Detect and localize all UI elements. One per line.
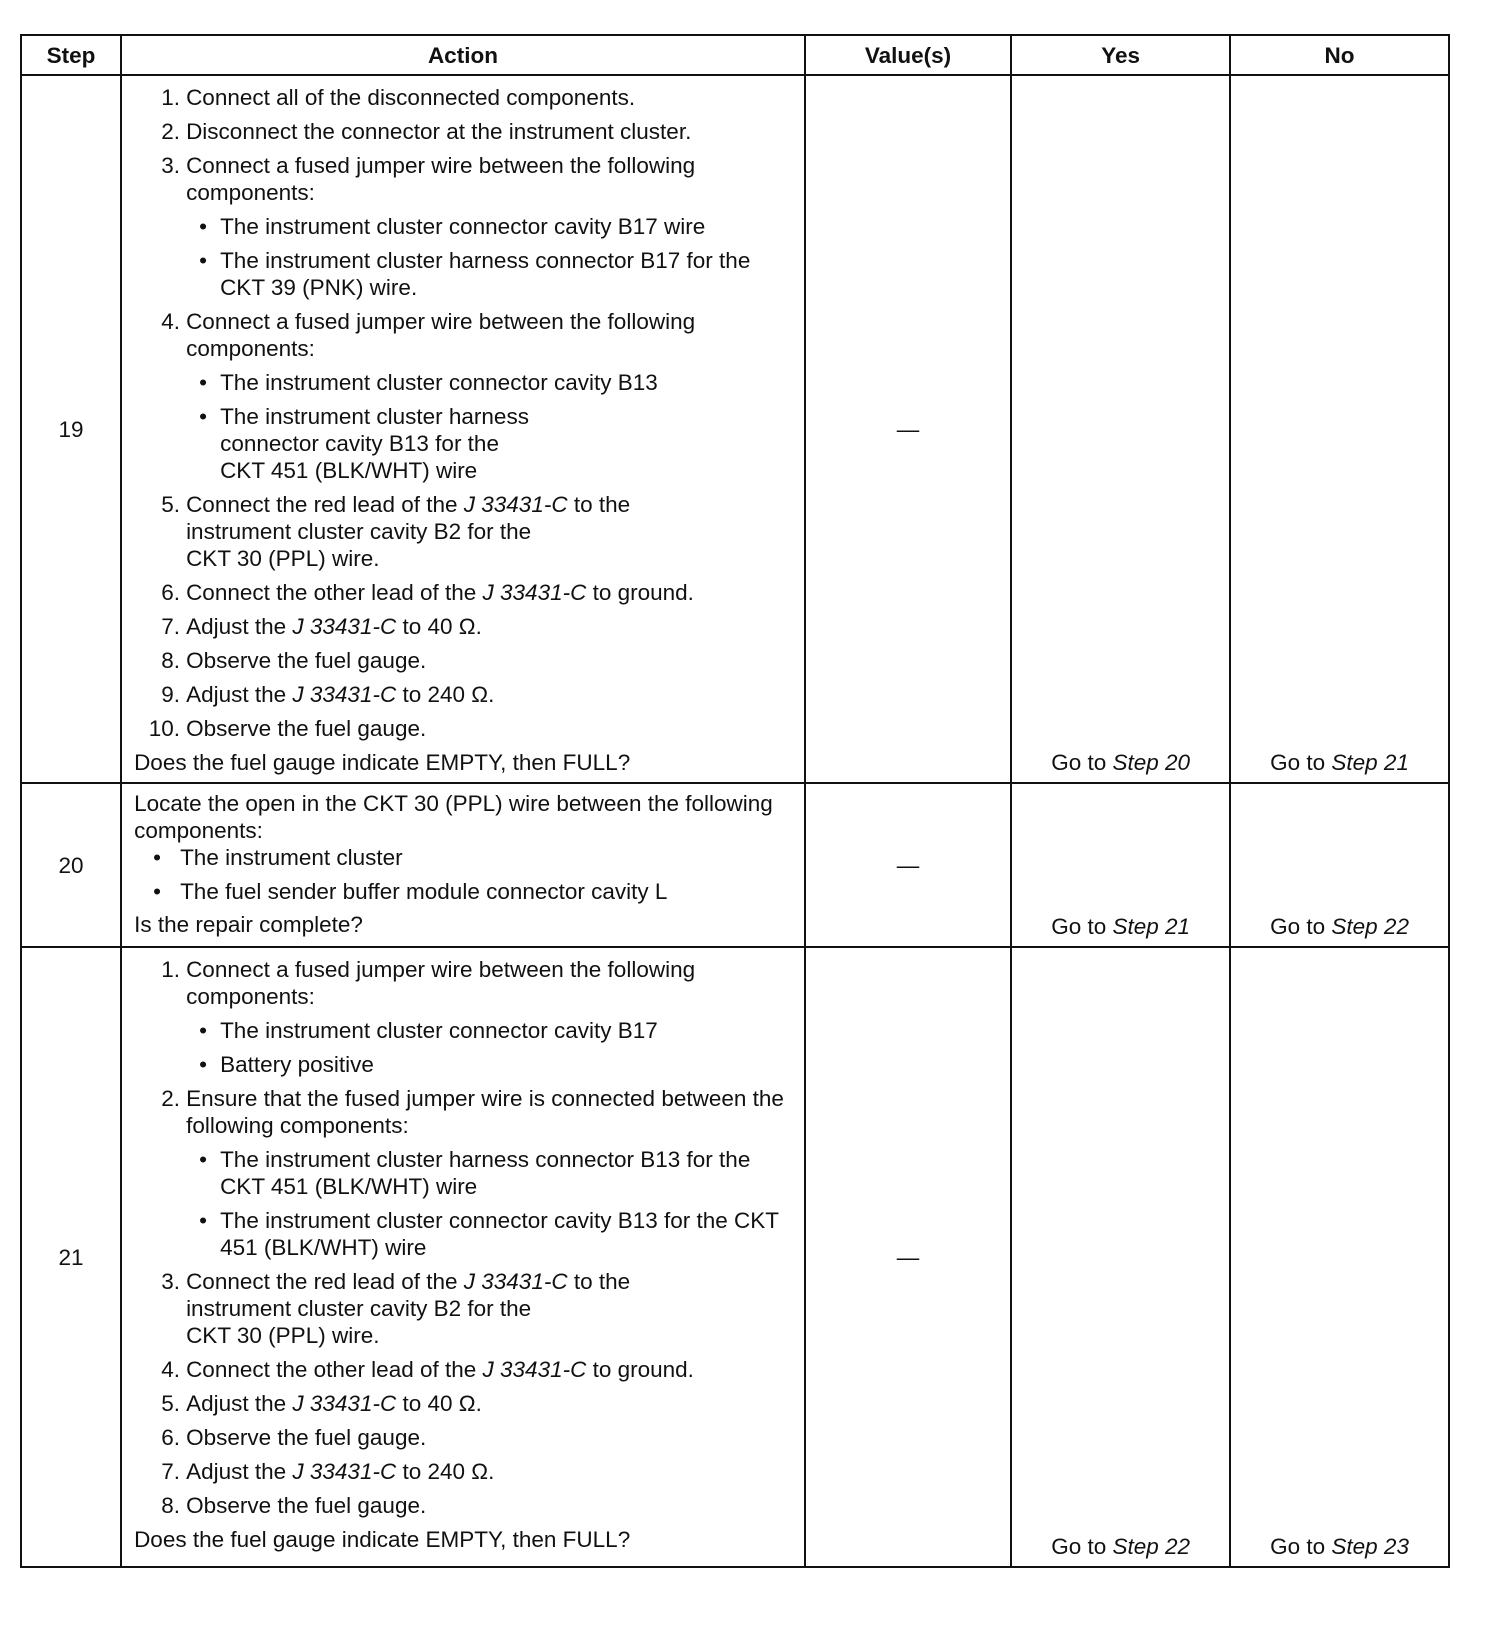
bullet-item: • The instrument cluster connector cavity B13 <box>199 370 658 395</box>
item-number: 5. <box>161 492 181 517</box>
yes-cell: Go to Step 22 <box>1011 947 1230 1567</box>
action-item <box>134 681 798 708</box>
tool-name: J 33431-C <box>292 614 397 639</box>
item-number: 7. <box>161 1459 181 1484</box>
action-item <box>134 308 798 484</box>
diagnostic-table <box>20 34 1450 1568</box>
bullet-item: • Battery positive <box>199 1052 374 1077</box>
bullet-item: • The instrument cluster harness connector B13 for the CKT 451 (BLK/WHT) wire <box>186 1146 798 1200</box>
item-number: 4. <box>161 309 181 334</box>
bullet-item: • The instrument cluster <box>153 845 403 870</box>
bullet-item: • The instrument cluster connector cavity B13 for the CKT 451 (BLK/WHT) wire <box>186 1207 798 1261</box>
action-list <box>134 84 798 742</box>
yes-cell: Go to Step 20 <box>1011 75 1230 783</box>
item-number: 10. <box>148 716 181 741</box>
item-number: 6. <box>161 1425 181 1450</box>
header-step: Step <box>21 35 121 75</box>
header-no: No <box>1230 35 1449 75</box>
item-text: Connect the red lead of the J 33431-C to the instrument cluster cavity B2 for the CKT 30 (PPL) wire. <box>186 1269 631 1348</box>
item-text: Connect a fused jumper wire between the following components: <box>186 309 696 361</box>
item-text: Disconnect the connector at the instrument cluster. <box>186 119 692 144</box>
header-action: Action <box>121 35 805 75</box>
bullet-text: The instrument cluster <box>180 845 403 870</box>
yes-step-link: Step 22 <box>1112 1534 1191 1559</box>
item-text: Ensure that the fused jumper wire is connected between the following components: <box>186 1086 784 1138</box>
bullet-text: The instrument cluster connector cavity B13 for the CKT 451 (BLK/WHT) wire <box>220 1208 779 1260</box>
action-item <box>134 491 798 572</box>
item-text: Observe the fuel gauge. <box>186 716 427 741</box>
item-text: Adjust the J 33431-C to 240 Ω. <box>186 1459 495 1484</box>
step-number: 19 <box>21 75 121 783</box>
bullet-text: The instrument cluster connector cavity B17 wire <box>220 214 706 239</box>
yes-cell: Go to Step 21 <box>1011 783 1230 947</box>
step-question: Does the fuel gauge indicate EMPTY, then FULL? <box>134 750 631 775</box>
bullet-text: The instrument cluster harness connector B13 for the CKT 451 (BLK/WHT) wire <box>220 1147 751 1199</box>
step-question: Is the repair complete? <box>134 912 363 937</box>
action-item <box>134 1390 798 1417</box>
action-item <box>134 1492 798 1519</box>
step-question: Does the fuel gauge indicate EMPTY, then FULL? <box>134 1527 631 1552</box>
bullet-text: The instrument cluster connector cavity B13 <box>220 370 658 395</box>
action-item <box>134 1424 798 1451</box>
tool-name: J 33431-C <box>482 580 587 605</box>
bullet-item: • The instrument cluster harness connector B17 for the CKT 39 (PNK) wire. <box>186 247 798 301</box>
action-item <box>134 118 798 145</box>
bullet-list <box>134 844 798 905</box>
item-text: Connect the red lead of the J 33431-C to the instrument cluster cavity B2 for the CKT 30 (PPL) wire. <box>186 492 631 571</box>
action-list <box>134 956 798 1519</box>
item-text: Connect a fused jumper wire between the following components: <box>186 153 696 205</box>
bullet-item: • The instrument cluster connector cavity B17 wire <box>199 214 706 239</box>
no-step-link: Step 23 <box>1331 1534 1409 1559</box>
item-text: Connect the other lead of the J 33431-C to ground. <box>186 580 694 605</box>
bullet-list <box>186 1146 798 1261</box>
tool-name: J 33431-C <box>292 682 397 707</box>
item-text: Connect a fused jumper wire between the following components: <box>186 957 696 1009</box>
action-item <box>134 84 798 111</box>
bullet-text: The fuel sender buffer module connector cavity L <box>180 879 668 904</box>
bullet-text: Battery positive <box>220 1052 374 1077</box>
item-number: 2. <box>161 1086 181 1111</box>
item-number: 8. <box>161 648 181 673</box>
action-cell <box>121 947 805 1567</box>
tool-name: J 33431-C <box>463 1269 568 1294</box>
item-text: Adjust the J 33431-C to 240 Ω. <box>186 682 495 707</box>
item-number: 2. <box>161 119 181 144</box>
table-row <box>21 947 1449 1567</box>
yes-step-link: Step 20 <box>1112 750 1191 775</box>
item-number: 5. <box>161 1391 181 1416</box>
header-row <box>21 35 1449 75</box>
action-cell <box>121 75 805 783</box>
item-number: 1. <box>161 85 181 110</box>
no-step-link: Step 21 <box>1331 750 1409 775</box>
item-number: 7. <box>161 614 181 639</box>
item-text: Observe the fuel gauge. <box>186 1493 427 1518</box>
action-item <box>134 1458 798 1485</box>
no-cell: Go to Step 21 <box>1230 75 1449 783</box>
step-intro: Locate the open in the CKT 30 (PPL) wire between the following components: <box>134 791 773 843</box>
item-text: Adjust the J 33431-C to 40 Ω. <box>186 614 482 639</box>
value-cell: — <box>805 947 1011 1567</box>
bullet-text: The instrument cluster harness connector B17 for the CKT 39 (PNK) wire. <box>220 248 751 300</box>
table-row <box>21 75 1449 783</box>
table-row <box>21 783 1449 947</box>
item-text: Connect the other lead of the J 33431-C to ground. <box>186 1357 694 1382</box>
value-cell: — <box>805 783 1011 947</box>
bullet-item: • The instrument cluster connector cavity B17 <box>199 1018 658 1043</box>
bullet-item: • The fuel sender buffer module connector cavity L <box>153 879 668 904</box>
bullet-item: • The instrument cluster harness connector cavity B13 for the CKT 451 (BLK/WHT) wire <box>199 404 529 483</box>
action-item <box>134 1085 798 1261</box>
bullet-list <box>186 369 798 484</box>
tool-name: J 33431-C <box>292 1391 397 1416</box>
step-number: 20 <box>21 783 121 947</box>
item-number: 3. <box>161 1269 181 1294</box>
header-values: Value(s) <box>805 35 1011 75</box>
action-item <box>134 715 798 742</box>
bullet-text: The instrument cluster harness connector cavity B13 for the CKT 451 (BLK/WHT) wire <box>220 404 529 483</box>
no-cell: Go to Step 23 <box>1230 947 1449 1567</box>
no-step-link: Step 22 <box>1331 914 1409 939</box>
item-text: Observe the fuel gauge. <box>186 1425 427 1450</box>
action-item <box>134 647 798 674</box>
step-number: 21 <box>21 947 121 1567</box>
item-number: 4. <box>161 1357 181 1382</box>
item-number: 1. <box>161 957 181 982</box>
bullet-text: The instrument cluster connector cavity B17 <box>220 1018 658 1043</box>
bullet-list <box>186 213 798 301</box>
item-text: Observe the fuel gauge. <box>186 648 427 673</box>
tool-name: J 33431-C <box>463 492 568 517</box>
item-text: Adjust the J 33431-C to 40 Ω. <box>186 1391 482 1416</box>
action-item <box>134 1356 798 1383</box>
action-item <box>134 956 798 1078</box>
action-item <box>134 152 798 301</box>
item-number: 9. <box>161 682 181 707</box>
item-text: Connect all of the disconnected components. <box>186 85 636 110</box>
item-number: 3. <box>161 153 181 178</box>
tool-name: J 33431-C <box>482 1357 587 1382</box>
header-yes: Yes <box>1011 35 1230 75</box>
item-number: 8. <box>161 1493 181 1518</box>
action-item <box>134 1268 798 1349</box>
yes-step-link: Step 21 <box>1112 914 1191 939</box>
action-cell <box>121 783 805 947</box>
value-cell: — <box>805 75 1011 783</box>
no-cell: Go to Step 22 <box>1230 783 1449 947</box>
action-item <box>134 613 798 640</box>
item-number: 6. <box>161 580 181 605</box>
tool-name: J 33431-C <box>292 1459 397 1484</box>
action-item <box>134 579 798 606</box>
bullet-list <box>186 1017 798 1078</box>
